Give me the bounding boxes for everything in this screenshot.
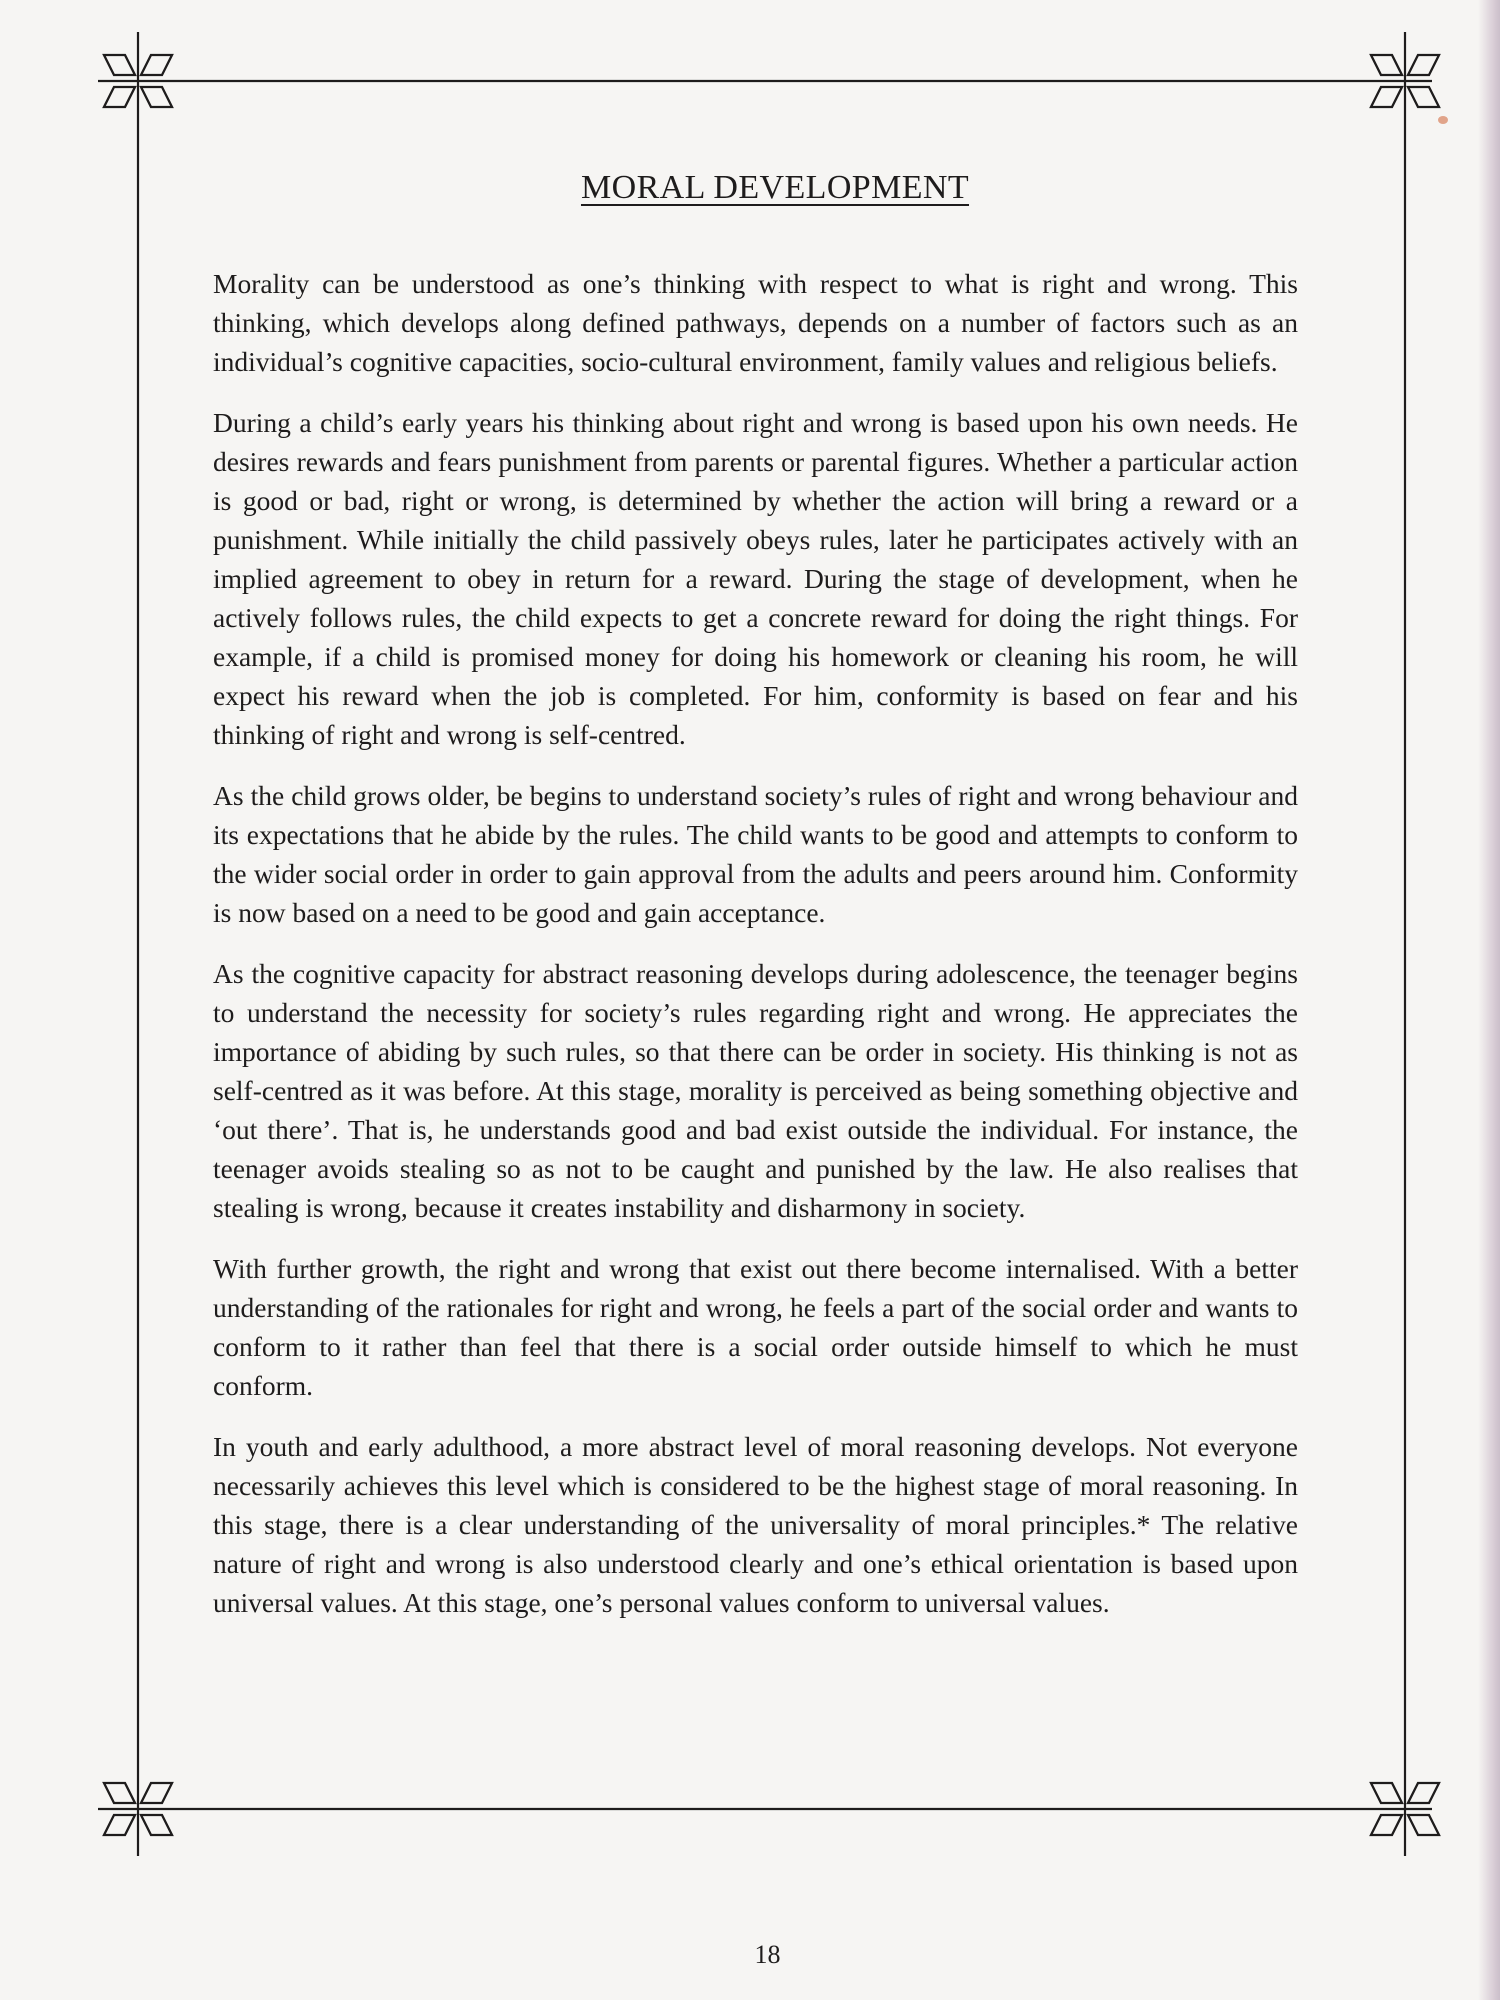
paragraph-3: As the child grows older, be begins to understand society’s rules of right and wrong behaviour and its expectations that he abide by the rules. The child wants to be good and attempts to conform to the wider social order in order to gain approval from the adults and peers around him. Conformity is now based on a need to be good and gain acceptance. bbox=[213, 780, 1298, 928]
ink-stain bbox=[1438, 116, 1448, 124]
paragraph-2: During a child’s early years his thinking about right and wrong is based upon his own needs. He desires rewards and fears punishment from parents or parental figures. Whether a particular action is good or bad, right or wrong, is determined by whether the action will bring a reward or a punishment. While initially the child passively obeys rules, later he participates actively with an implied agreement to obey in return for a reward. During the stage of development, when he actively follows rules, the child expects to get a concrete reward for doing the right things. For example, if a child is promised money for doing his homework or cleaning his room, he will expect his reward when the job is completed. For him, conformity is based on fear and his thinking of right and wrong is self-centred. bbox=[213, 407, 1298, 750]
page-number: 18 bbox=[754, 1940, 781, 1969]
page-title bbox=[0, 168, 1500, 209]
paragraph-5: With further growth, the right and wrong that exist out there become internalised. With a better understanding of the rationales for right and wrong, he feels a part of the social order and wants to conform to it rather than feel that there is a social order outside himself to which he must conform. bbox=[213, 1253, 1298, 1401]
paragraph-4: As the cognitive capacity for abstract reasoning develops during adolescence, the teenager begins to understand the necessity for society’s rules regarding right and wrong. He appreciates the importance of abiding by such rules, so that there can be order in society. His thinking is not as self-centred as it was before. At this stage, morality is perceived as being something objective and ‘out there’. That is, he understands good and bad exist outside the individual. For instance, the teenager avoids stealing so as not to be caught and punished by the law. He also realises that stealing is wrong, because it creates instability and disharmony in society. bbox=[213, 958, 1298, 1223]
paragraph-1: Morality can be understood as one’s thinking with respect to what is right and wrong. This thinking, which develops along defined pathways, depends on a number of factors such as an individual’s cognitive capacities, socio-cultural environment, family values and religious beliefs. bbox=[213, 268, 1298, 377]
paragraph-6: In youth and early adulthood, a more abstract level of moral reasoning develops. Not everyone necessarily achieves this level which is considered to be the highest stage of moral reasoning. In this stage, there is a clear understanding of the universality of moral principles.* The relative nature of right and wrong is also understood clearly and one’s ethical orientation is based upon universal values. At this stage, one’s personal values conform to universal values. bbox=[213, 1431, 1298, 1618]
body-text bbox=[213, 264, 1298, 1644]
page-title-text: MORAL DEVELOPMENT bbox=[580, 169, 970, 206]
